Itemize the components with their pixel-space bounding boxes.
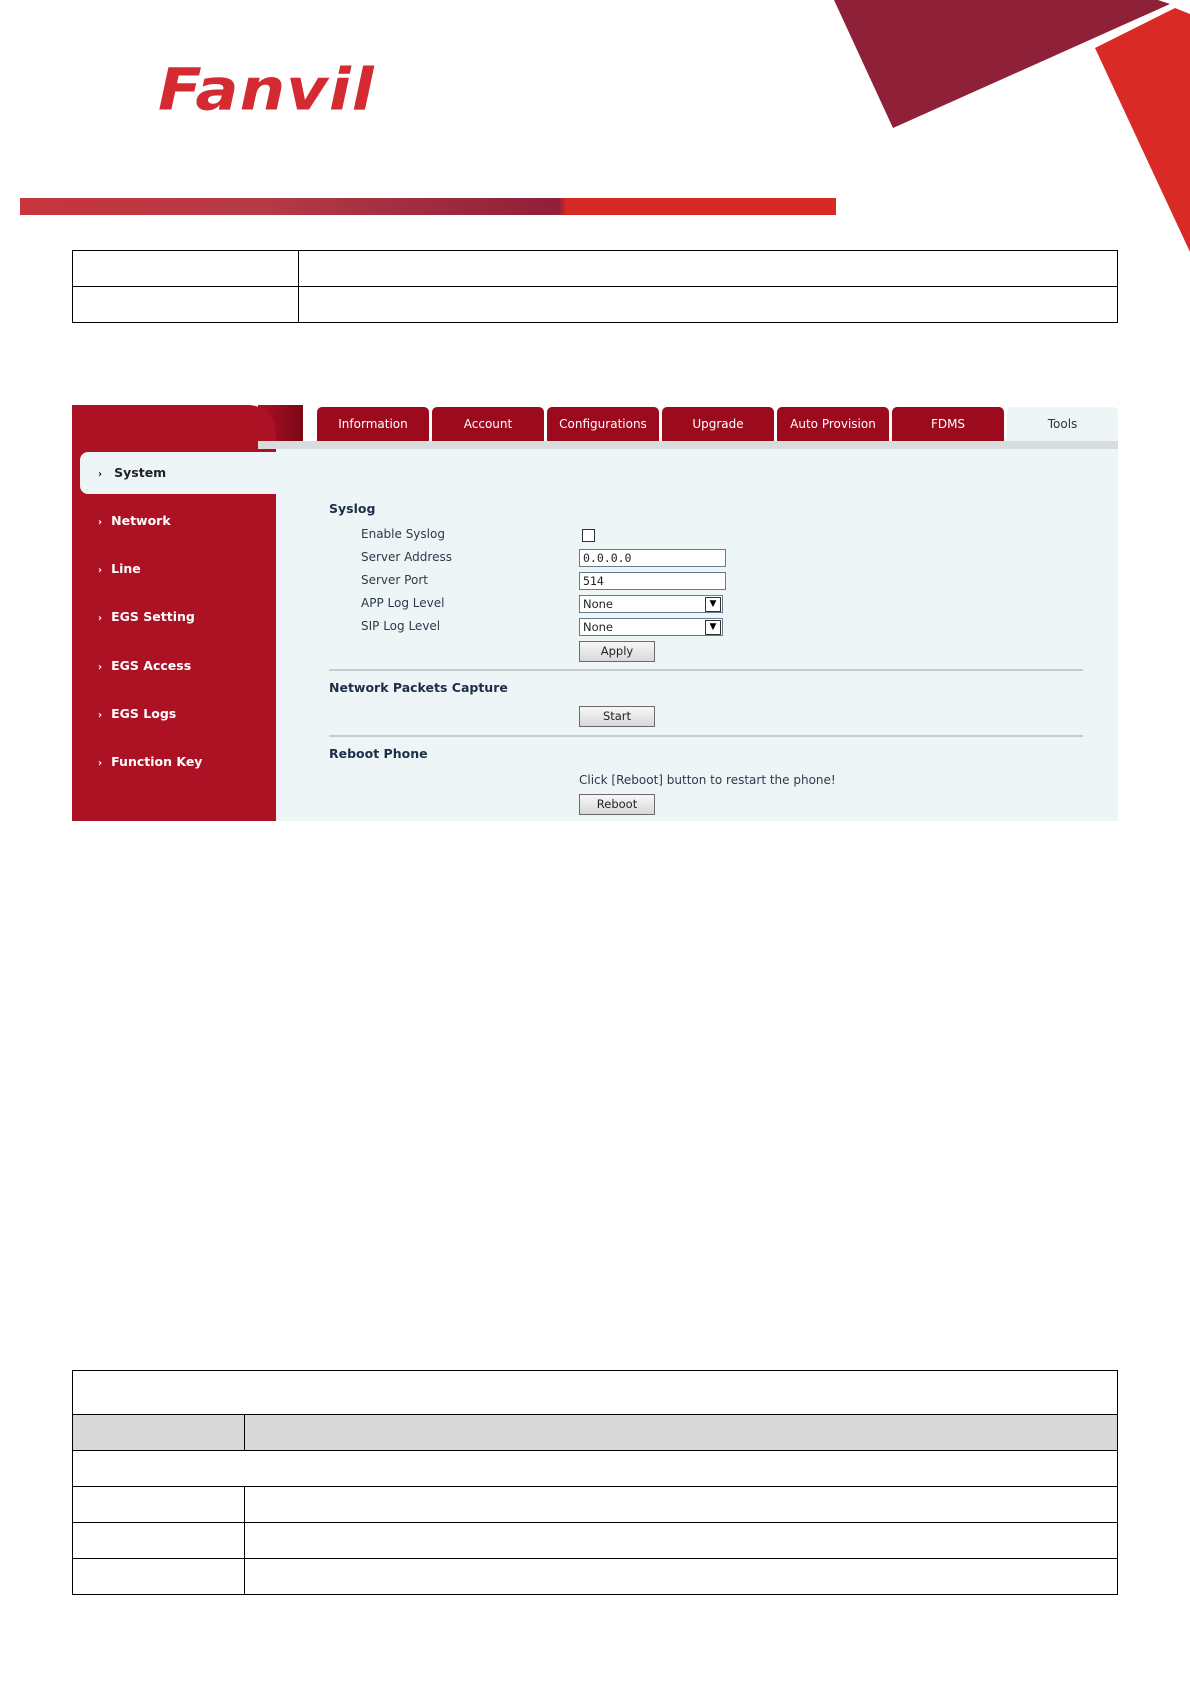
table-row — [73, 287, 1118, 323]
tab-tools[interactable]: Tools — [1007, 407, 1118, 441]
tab-fdms[interactable]: FDMS — [892, 407, 1004, 441]
header-red-bar — [20, 198, 836, 215]
server-port-input[interactable]: 514 — [579, 572, 726, 590]
chevron-right-icon: › — [98, 613, 103, 624]
top-table — [72, 250, 1118, 323]
divider — [329, 669, 1083, 671]
capture-title: Network Packets Capture — [329, 680, 508, 695]
header-decoration — [0, 0, 1190, 260]
chevron-right-icon: › — [98, 517, 103, 528]
chevron-right-icon: › — [98, 758, 103, 769]
syslog-title: Syslog — [329, 501, 376, 516]
tab-account[interactable]: Account — [432, 407, 544, 441]
sidebar-item-egs-setting[interactable]: › EGS Setting — [98, 609, 195, 624]
chevron-right-icon: › — [98, 662, 103, 673]
server-port-label: Server Port — [361, 573, 428, 587]
table-row — [73, 1559, 1118, 1595]
table-row — [73, 1523, 1118, 1559]
table-row — [73, 1451, 1118, 1487]
chevron-down-icon: ▼ — [705, 597, 721, 612]
tab-auto-provision[interactable]: Auto Provision — [777, 407, 889, 441]
sip-log-level-select[interactable]: None ▼ — [579, 618, 723, 636]
enable-syslog-label: Enable Syslog — [361, 527, 445, 541]
table-row — [73, 251, 1118, 287]
chevron-down-icon: ▼ — [705, 620, 721, 635]
sidebar-item-egs-access[interactable]: › EGS Access — [98, 658, 192, 673]
sidebar-item-egs-logs[interactable]: › EGS Logs — [98, 706, 177, 721]
app-log-level-label: APP Log Level — [361, 596, 445, 610]
reboot-button[interactable]: Reboot — [579, 794, 655, 815]
bottom-table — [72, 1370, 1118, 1595]
tab-upgrade[interactable]: Upgrade — [662, 407, 774, 441]
apply-button[interactable]: Apply — [579, 641, 655, 662]
sidebar-item-function-key[interactable]: › Function Key — [98, 754, 203, 769]
fanvil-logo: Fanvil — [158, 57, 375, 125]
start-button[interactable]: Start — [579, 706, 655, 727]
divider — [329, 735, 1083, 737]
enable-syslog-checkbox[interactable] — [582, 529, 595, 542]
server-address-input[interactable]: 0.0.0.0 — [579, 549, 726, 567]
sidebar-item-line[interactable]: › Line — [98, 561, 141, 576]
table-row — [73, 1487, 1118, 1523]
web-ui-screenshot — [72, 405, 1118, 821]
chevron-right-icon: › — [98, 565, 103, 576]
reboot-note: Click [Reboot] button to restart the phone! — [579, 773, 836, 787]
sip-log-level-label: SIP Log Level — [361, 619, 441, 633]
chevron-right-icon: › — [98, 710, 103, 721]
table-row — [73, 1415, 1118, 1451]
reboot-title: Reboot Phone — [329, 746, 428, 761]
chevron-right-icon: › — [98, 469, 103, 480]
sidebar-item-system[interactable]: › System — [80, 452, 276, 494]
server-address-label: Server Address — [361, 550, 452, 564]
tab-configurations[interactable]: Configurations — [547, 407, 659, 441]
app-log-level-select[interactable]: None ▼ — [579, 595, 723, 613]
table-row — [73, 1371, 1118, 1415]
tab-underline — [258, 441, 1118, 449]
tab-information[interactable]: Information — [317, 407, 429, 441]
sidebar-item-network[interactable]: › Network — [98, 513, 171, 528]
